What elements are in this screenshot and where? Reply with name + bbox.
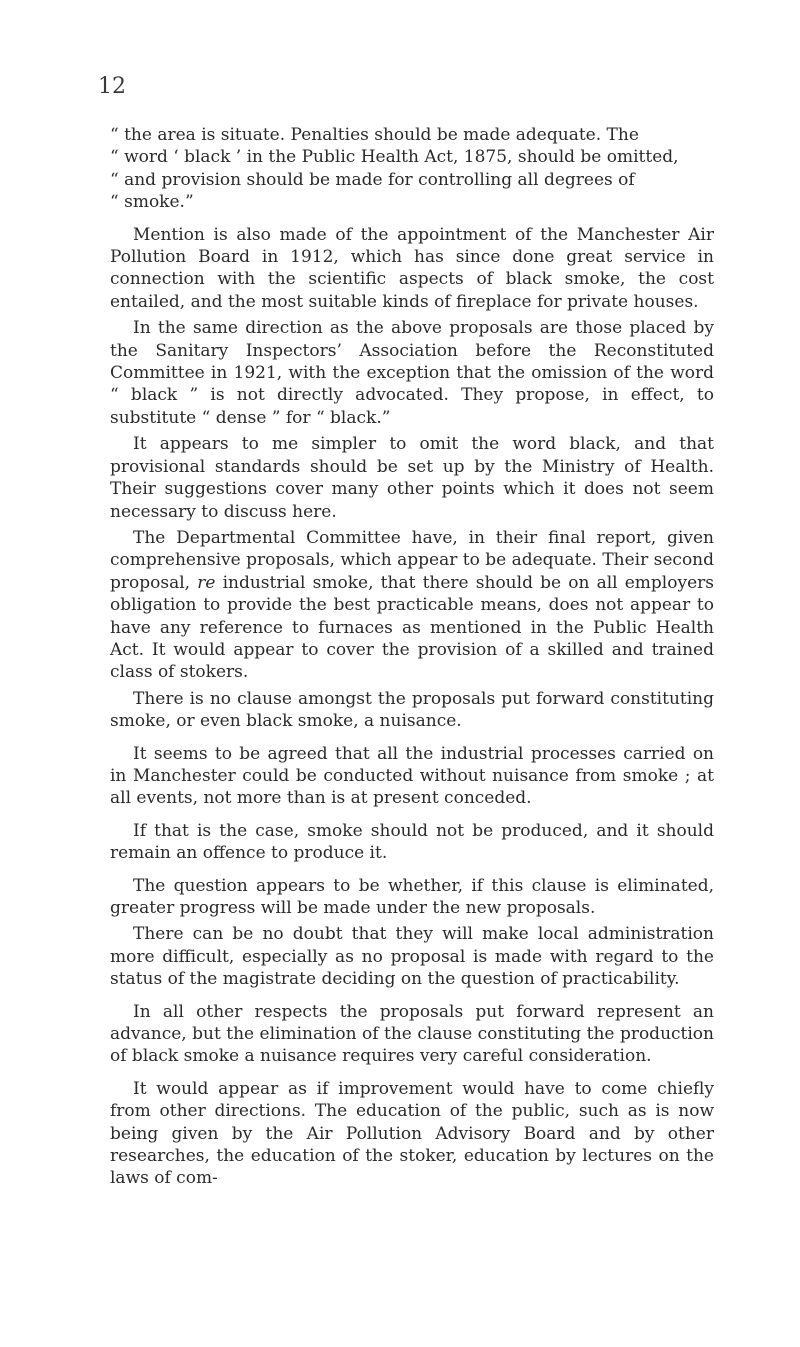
paragraph-offence: If that is the case, smoke should not be produced, and it should remain an offence to produce it. bbox=[110, 820, 714, 864]
paragraph-sanitary-inspectors: In the same direction as the above proposals are those placed by the Sanitary Inspectors’ Association before the Reconstituted Committee in 1921, with the exception that the omission of the word “ black ” is not directly advocated. They propose, in effect, to substitute “ dense ” for “ black.” bbox=[110, 318, 714, 428]
quote-line: “ the area is situate. Penalties should be made adequate. The bbox=[110, 125, 639, 145]
quote-line: “ word ‘ black ’ in the Public Health Act, 1875, should be omitted, bbox=[110, 147, 679, 168]
quote-line: “ and provision should be made for controlling all degrees of bbox=[110, 169, 635, 190]
quoted-passage bbox=[110, 124, 714, 214]
page-number: 12 bbox=[98, 74, 126, 99]
paragraph-no-nuisance-clause: There is no clause amongst the proposals put forward constituting smoke, or even black smoke, a nuisance. bbox=[110, 688, 714, 732]
paragraph-advance: In all other respects the proposals put forward represent an advance, but the elimination of the clause constituting the production of black smoke a nuisance requires very careful consideration. bbox=[110, 1001, 714, 1067]
quote-line: “ smoke.” bbox=[110, 192, 194, 213]
paragraph-departmental-committee: The Departmental Committee have, in their final report, given comprehensive proposals, which appear to be adequate. Their second proposal, re industrial smoke, that there should be on all employers obligation to provide the best practicable means, does not appear to have any reference to furnaces as mentioned in the Public Health Act. It would appear to cover the provision of a skilled and trained class of stokers. bbox=[110, 527, 715, 683]
paragraph-provisional-standards: It appears to me simpler to omit the word black, and that provisional standards should be set up by the Ministry of Health. Their suggestions cover many other points which it does not seem necessary to discuss here. bbox=[110, 434, 714, 522]
paragraph-air-pollution-board: Mention is also made of the appointment of the Manchester Air Pollution Board in 1912, which has since done great service in connection with the scientific aspects of black smoke, the cost entailed, and the most suitable kinds of fireplace for private houses. bbox=[110, 224, 714, 312]
paragraph-education: It would appear as if improvement would have to come chiefly from other directions. The education of the public, such as is now being given by the Air Pollution Advisory Board and by other researches, the education of the stoker, education by lectures on the laws of com- bbox=[110, 1078, 714, 1189]
paragraph-industrial-processes: It seems to be agreed that all the industrial processes carried on in Manchester could be conducted without nuisance from smoke ; at all events, not more than is at present conceded. bbox=[110, 743, 714, 809]
body-text bbox=[110, 124, 714, 1200]
paragraph-question: The question appears to be whether, if this clause is eliminated, greater progress will be made under the new proposals. bbox=[110, 875, 714, 918]
paragraph-local-administration: There can be no doubt that they will make local administration more difficult, especially as no proposal is made with regard to the status of the magistrate deciding on the question of practicability. bbox=[110, 924, 714, 990]
